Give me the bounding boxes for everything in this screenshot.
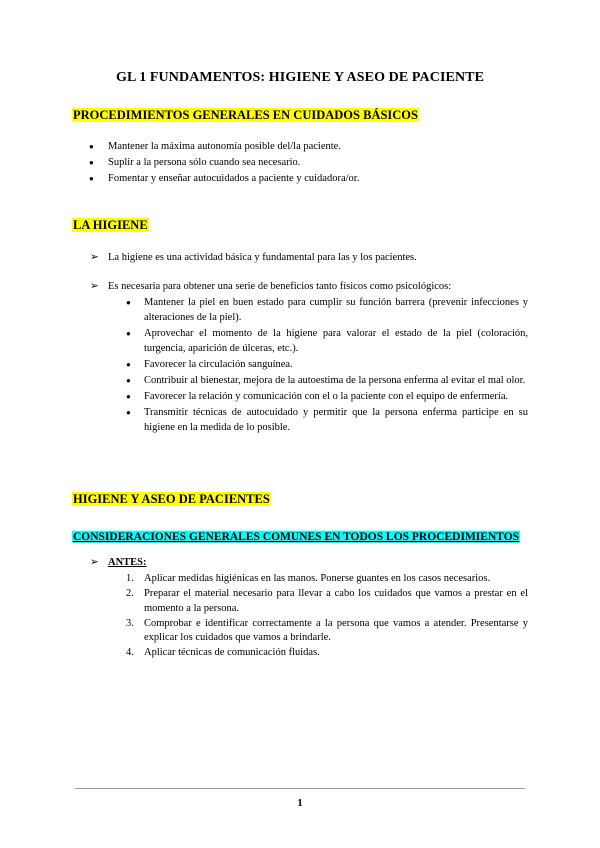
arrow-bullet-icon: ➢ <box>90 252 99 263</box>
footer-divider <box>75 788 525 789</box>
list-item: ● Mantener la máxima autonomía posible del/la paciente. <box>72 139 359 155</box>
list-item: ● Suplir a la persona sólo cuando sea necesario. <box>72 155 359 171</box>
step-text: Aplicar medidas higiénicas en las manos. Ponerse guantes en los casos necesarios. <box>144 573 491 584</box>
step-number: 4. <box>126 647 134 658</box>
section-heading-aseo <box>72 490 271 508</box>
arrow-bullet-icon: ➢ <box>90 281 99 292</box>
section-heading-procedimientos <box>72 106 419 124</box>
step-number: 1. <box>126 573 134 584</box>
section-heading-text: PROCEDIMIENTOS GENERALES EN CUIDADOS BÁSICOS <box>73 108 418 122</box>
list-item: ● Aprovechar el momento de la higiene para valorar el estado de la piel (coloración, turgencia, aparición de úlceras, etc.). <box>126 326 528 356</box>
list-item: ● Fomentar y enseñar autocuidados a paciente y cuidadora/or. <box>72 171 359 187</box>
beneficios-list <box>126 295 528 436</box>
section-heading-text: HIGIENE Y ASEO DE PACIENTES <box>73 492 270 506</box>
section-heading-text: LA HIGIENE <box>73 218 148 232</box>
step-text: Comprobar e identificar correctamente a la persona que vamos a atender. Presentarse y explicar los cuidados que vamos a brindarle. <box>144 617 528 643</box>
list-item: ● Mantener la piel en buen estado para cumplir su función barrera (prevenir infecciones y alteraciones de la piel). <box>126 295 528 325</box>
list-item: ● Favorecer la circulación sanguínea. <box>126 357 528 372</box>
list-item <box>126 646 528 661</box>
page-number: 1 <box>297 798 303 809</box>
list-item <box>126 587 528 616</box>
step-number: 3. <box>126 617 134 629</box>
antes-label: ANTES: <box>108 557 147 568</box>
subheading-text: CONSIDERACIONES GENERALES COMUNES EN TODOS LOS PROCEDIMIENTOS <box>73 531 520 543</box>
step-text: Preparar el material necesario para llevar a cabo los cuidados que vamos a prestar en el momento a la persona. <box>144 588 528 614</box>
list-item: ● Contribuir al bienestar, mejora de la autoestima de la persona enferma al evitar el mal olor. <box>126 373 528 388</box>
subheading-consideraciones <box>72 527 520 545</box>
step-number: 2. <box>126 588 134 599</box>
antes-steps-list <box>126 572 528 661</box>
list-item <box>126 572 528 587</box>
step-text: Aplicar técnicas de comunicación fluidas. <box>144 647 320 658</box>
arrow-bullet-icon: ➢ <box>90 557 99 568</box>
arrow-item-text: Es necesaria para obtener una serie de beneficios tanto físicos como psicológicos: <box>108 281 452 292</box>
list-item: ● Favorecer la relación y comunicación con el o la paciente con el equipo de enfermería. <box>126 389 528 404</box>
arrow-item-higiene <box>90 251 417 265</box>
procedimientos-list <box>72 139 359 187</box>
document-title: GL 1 FUNDAMENTOS: HIGIENE Y ASEO DE PACIENTE <box>115 70 485 85</box>
antes-label-row <box>90 556 147 568</box>
list-item <box>126 617 528 646</box>
section-heading-higiene <box>72 216 149 234</box>
list-item: ● Transmitir técnicas de autocuidado y permitir que la persona enferma participe en su higiene en la medida de lo posible. <box>126 405 528 435</box>
arrow-item-text: La higiene es una actividad básica y fundamental para las y los pacientes. <box>108 252 417 263</box>
arrow-item-beneficios <box>90 280 451 294</box>
